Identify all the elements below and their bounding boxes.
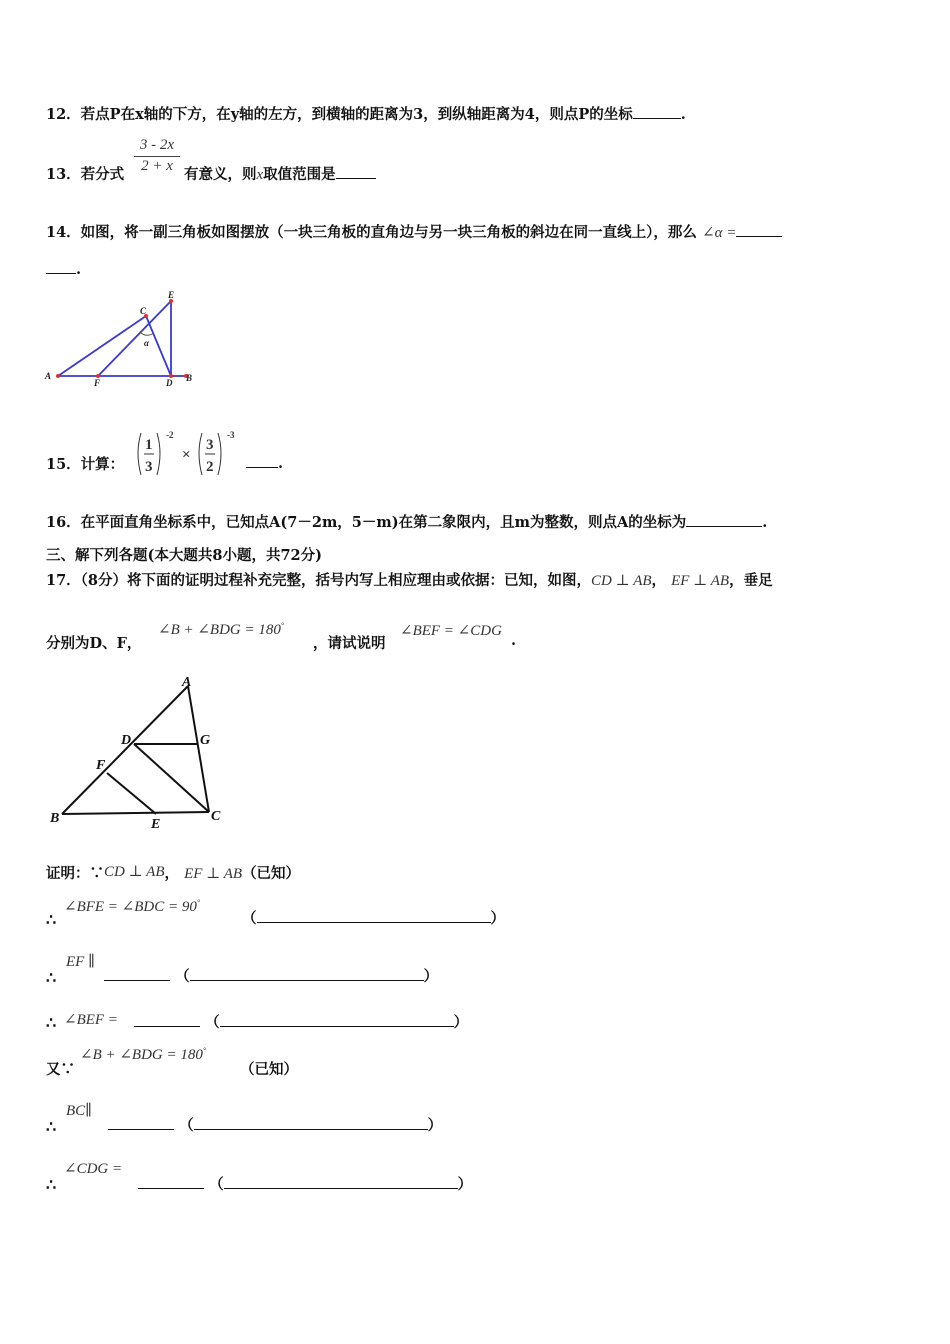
q17-math-4: ∠BEF = ∠CDG — [400, 623, 502, 639]
proof-line-1: 证明：∵CD ⊥ AB， EF ⊥ AB（已知） — [46, 864, 301, 882]
fig17-label-e: E — [151, 817, 161, 832]
fig14-label-c: C — [140, 306, 147, 316]
question-12: 12．若点P在x轴的下方，在y轴的左方，到横轴的距离为3，到纵轴距离为4，则点P的坐标 . — [46, 106, 686, 123]
q15-exp-1: -2 — [166, 430, 174, 440]
q15-times: × — [182, 447, 191, 463]
fig14-line-ef — [98, 301, 171, 376]
q15-rparen-2 — [218, 433, 221, 475]
q14-blank-cont[interactable] — [46, 259, 76, 274]
q16-blank[interactable] — [686, 512, 762, 527]
q15-num-2: 3 — [206, 437, 214, 453]
proof-reason-3[interactable] — [190, 966, 424, 981]
fig14-point-a — [56, 374, 60, 378]
q15-num-1: 1 — [145, 437, 153, 453]
q15-lparen-1 — [138, 433, 141, 475]
proof-reason-1[interactable] — [257, 908, 491, 923]
fig14-label-a: A — [45, 371, 52, 381]
fig17-label-g: G — [200, 733, 211, 748]
q15-blank[interactable] — [246, 453, 278, 468]
q14-continuation: . — [46, 259, 81, 278]
proof-blank-3[interactable] — [104, 966, 170, 981]
q13-fraction: $\frac{3 - 2x}{2 + x}$ — [134, 137, 180, 175]
fig17-label-f: F — [96, 758, 106, 773]
proof-reason-6[interactable] — [194, 1115, 428, 1130]
q15-den-1: 3 — [145, 459, 153, 475]
q12-text: 12．若点P在x轴的下方，在y轴的左方，到横轴的距离为3，到纵轴距离为4，则点P的坐标 — [46, 106, 633, 123]
question-17-line1: 17．（8分）将下面的证明过程补充完整，括号内写上相应理由或依据：已知，如图，CD ⊥ AB， EF ⊥ AB，垂足 — [46, 572, 773, 589]
fig14-label-alpha: α — [144, 338, 149, 348]
fig14-label-f: F — [94, 378, 101, 388]
proof-reason-4[interactable] — [220, 1012, 454, 1027]
fig17-label-c: C — [211, 809, 221, 824]
section-3-title: 三、解下列各题(本大题共8小题，共72分) — [46, 547, 322, 564]
fig14-line-ac — [58, 316, 146, 376]
proof-reason-7[interactable] — [224, 1174, 458, 1189]
figure-14 — [40, 286, 210, 391]
q15-expression — [134, 429, 254, 479]
q15-rparen-1 — [157, 433, 160, 475]
fig17-line-fe — [107, 773, 156, 814]
fig17-label-b: B — [50, 811, 60, 826]
proof-blank-4[interactable] — [134, 1012, 200, 1027]
q13-blank[interactable] — [336, 164, 376, 179]
fig17-label-a: A — [182, 675, 192, 690]
q15-lparen-2 — [199, 433, 202, 475]
fig17-line-ab — [62, 686, 188, 814]
q15-exp-2: -3 — [227, 430, 235, 440]
q15-den-2: 2 — [206, 459, 214, 475]
fig17-line-ac — [188, 686, 209, 812]
question-16: 16．在平面直角坐标系中，已知点A(7－2m，5－m)在第二象限内，且m为整数，则点A的坐标为 . — [46, 514, 768, 531]
fig17-label-d: D — [121, 733, 132, 748]
q17-math-3: ∠B + ∠BDG = 180° — [158, 621, 285, 638]
proof-blank-7[interactable] — [138, 1174, 204, 1189]
q12-blank[interactable] — [633, 104, 681, 119]
proof-blank-6[interactable] — [108, 1115, 174, 1130]
fig17-line-bc — [62, 812, 209, 814]
fig14-line-cd — [146, 316, 171, 376]
fig14-label-d: D — [166, 378, 173, 388]
question-17-line2: 分别为D、F， — [46, 635, 142, 652]
question-14: 14．如图，将一副三角板如图摆放（一块三角板的直角边与另一块三角板的斜边在同一直线上），那么 ∠α = — [46, 221, 782, 242]
q14-blank[interactable] — [736, 222, 782, 237]
fig14-label-e: E — [168, 290, 175, 300]
fig17-line-dc — [134, 744, 209, 812]
figure-17 — [44, 672, 244, 837]
fig14-label-b: B — [186, 373, 193, 383]
